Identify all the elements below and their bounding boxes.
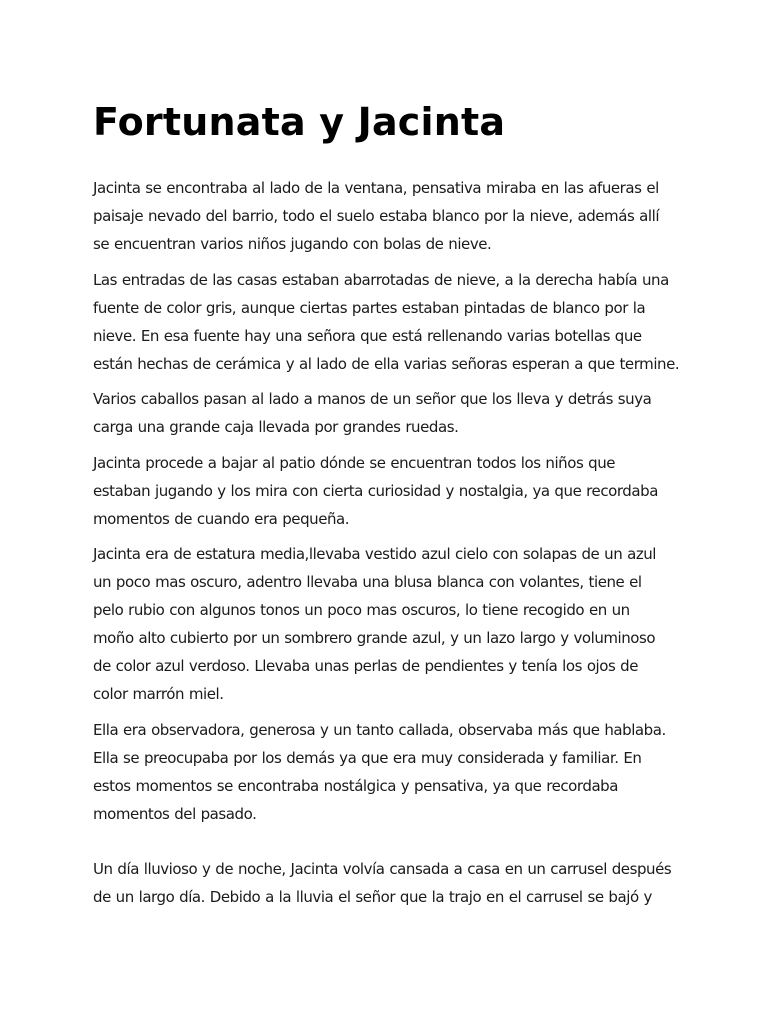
paragraph-1 xyxy=(93,174,683,258)
document-title: Fortunata y Jacinta xyxy=(93,100,506,144)
paragraph-line: Un día lluvioso y de noche, Jacinta volvía cansada a casa en un carrusel después xyxy=(93,860,672,878)
paragraph-line: Las entradas de las casas estaban abarrotadas de nieve, a la derecha había una xyxy=(93,270,669,289)
paragraph-line: paisaje nevado del barrio, todo el suelo estaba blanco por la nieve, además allí xyxy=(93,207,660,225)
paragraph-line: moño alto cubierto por un sombrero grande azul, y un lazo largo y voluminoso xyxy=(93,629,656,647)
paragraph-7 xyxy=(93,855,683,911)
paragraph-line: color marrón miel. xyxy=(93,685,224,703)
document-page xyxy=(93,96,683,919)
paragraph-line: Ella era observadora, generosa y un tanto callada, observaba más que hablaba. xyxy=(93,720,666,739)
paragraph-spacer xyxy=(93,835,683,855)
paragraph-line: fuente de color gris, aunque ciertas partes estaban pintadas de blanco por la xyxy=(93,298,646,317)
paragraph-line: un poco mas oscuro, adentro llevaba una blusa blanca con volantes, tiene el xyxy=(93,573,642,591)
paragraph-6 xyxy=(93,716,683,828)
paragraph-line: pelo rubio con algunos tonos un poco mas oscuros, lo tiene recogido en un xyxy=(93,601,630,619)
paragraph-line: Jacinta procede a bajar al patio dónde se encuentran todos los niños que xyxy=(93,453,616,472)
paragraph-line: están hechas de cerámica y al lado de ella varias señoras esperan a que termine. xyxy=(93,354,680,373)
paragraph-line: nieve. En esa fuente hay una señora que está rellenando varias botellas que xyxy=(93,326,642,345)
paragraph-line: momentos de cuando era pequeña. xyxy=(93,509,350,528)
paragraph-line: estaban jugando y los mira con cierta curiosidad y nostalgia, ya que recordaba xyxy=(93,481,658,500)
paragraph-5 xyxy=(93,540,683,708)
paragraph-line: momentos del pasado. xyxy=(93,804,257,823)
paragraph-2 xyxy=(93,266,683,378)
paragraph-line: estos momentos se encontraba nostálgica y pensativa, ya que recordaba xyxy=(93,776,618,795)
paragraph-line: Ella se preocupaba por los demás ya que era muy considerada y familiar. En xyxy=(93,748,642,767)
paragraph-3 xyxy=(93,385,683,441)
paragraph-line: carga una grande caja llevada por grandes ruedas. xyxy=(93,418,459,436)
paragraph-line: de un largo día. Debido a la lluvia el señor que la trajo en el carrusel se bajó y xyxy=(93,888,652,906)
paragraph-line: de color azul verdoso. Llevaba unas perlas de pendientes y tenía los ojos de xyxy=(93,657,639,675)
paragraph-line: Varios caballos pasan al lado a manos de un señor que los lleva y detrás suya xyxy=(93,390,652,408)
paragraph-line: se encuentran varios niños jugando con bolas de nieve. xyxy=(93,235,492,253)
paragraph-line: Jacinta era de estatura media,llevaba vestido azul cielo con solapas de un azul xyxy=(93,545,657,563)
paragraph-4 xyxy=(93,449,683,533)
paragraph-line: Jacinta se encontraba al lado de la ventana, pensativa miraba en las afueras el xyxy=(93,179,659,197)
